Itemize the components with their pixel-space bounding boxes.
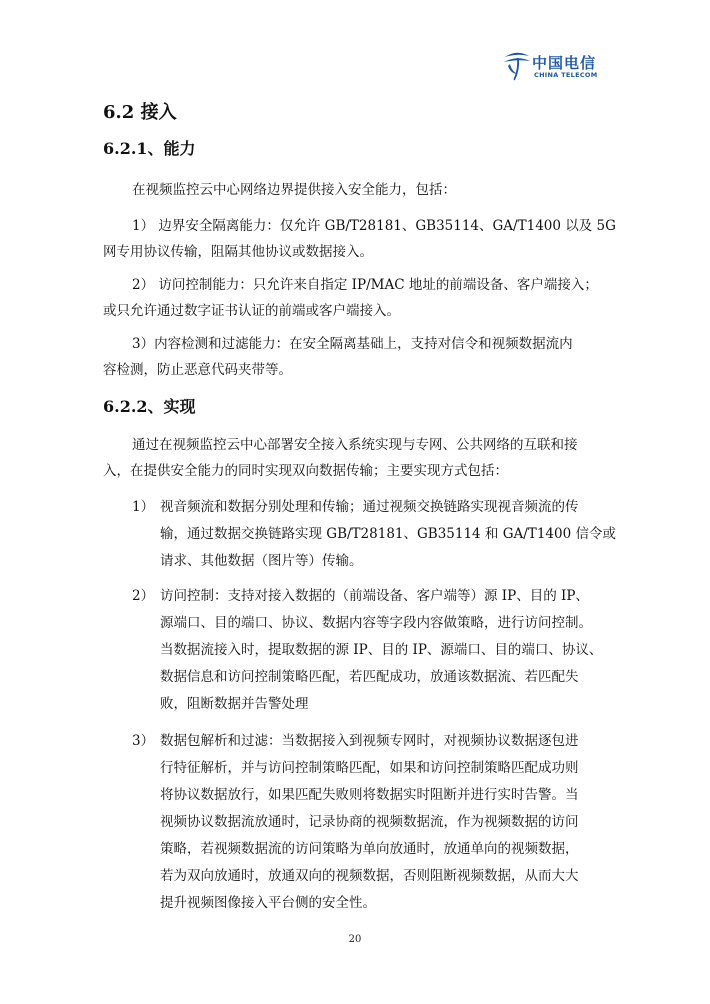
item-line: 若为双向放通时，放通双向的视频数据，否则阻断视频数据，从而大大 [160, 868, 579, 884]
ability-intro: 在视频监控云中心网络边界提供接入安全能力，包括： [132, 182, 456, 198]
item-line: 视频协议数据流放通时，记录协商的视频数据流，作为视频数据的访问 [160, 814, 579, 830]
subsection-heading-implementation: 6.2.2、实现 [103, 397, 196, 416]
implementation-intro-line: 通过在视频监控云中心部署安全接入系统实现与专网、公共网络的互联和接 [132, 437, 578, 453]
section-heading: 6.2 接入 [103, 102, 177, 123]
item-number: 3） [132, 733, 155, 749]
ability-item-line: 容检测，防止恶意代码夹带等。 [103, 362, 292, 378]
page-number: 20 [348, 934, 362, 945]
subsection-heading-ability: 6.2.1、能力 [103, 139, 196, 158]
item-line: 数据包解析和过滤：当数据接入到视频专网时，对视频协议数据逐包进 [160, 733, 579, 749]
china-telecom-emblem-icon [502, 50, 532, 82]
item-line: 数据信息和访问控制策略匹配，若匹配成功，放通该数据流、若匹配失 [160, 669, 579, 685]
item-line: 策略，若视频数据流的访问策略为单向放通时，放通单向的视频数据， [160, 841, 579, 857]
item-number: 2） [132, 588, 155, 604]
implementation-intro-line: 入，在提供安全能力的同时实现双向数据传输；主要实现方式包括： [103, 463, 508, 479]
item-line: 输，通过数据交换链路实现 GB/T28181、GB35114 和 GA/T1400 信令或 [160, 526, 616, 542]
item-line: 将协议数据放行，如果匹配失败则将数据实时阻断并进行实时告警。当 [160, 787, 579, 803]
ability-item-line: 或只允许通过数字证书认证的前端或客户端接入。 [103, 303, 400, 319]
ability-item-line: 3）内容检测和过滤能力：在安全隔离基础上，支持对信令和视频数据流内 [132, 336, 573, 352]
item-number: 1） [132, 499, 155, 515]
ability-item-line: 网专用协议传输，阻隔其他协议或数据接入。 [103, 244, 373, 260]
item-line: 败，阻断数据并告警处理 [160, 696, 309, 712]
item-line: 当数据流接入时，提取数据的源 IP、目的 IP、源端口、目的端口、协议、 [160, 642, 603, 658]
logo-chinese-text: 中国电信 [532, 54, 597, 72]
ability-item-line: 2） 访问控制能力：只允许来自指定 IP/MAC 地址的前端设备、客户端接入； [132, 277, 598, 293]
item-line: 访问控制：支持对接入数据的（前端设备、客户端等）源 IP、目的 IP、 [160, 588, 589, 604]
item-line: 视音频流和数据分别处理和传输；通过视频交换链路实现视音频流的传 [160, 499, 579, 515]
item-line: 请求、其他数据（图片等）传输。 [160, 553, 363, 569]
ability-item-line: 1） 边界安全隔离能力：仅允许 GB/T28181、GB35114、GA/T1400 以及 5G [132, 218, 616, 234]
item-line: 行特征解析，并与访问控制策略匹配，如果和访问控制策略匹配成功则 [160, 760, 579, 776]
item-line: 提升视频图像接入平台侧的安全性。 [160, 895, 376, 911]
china-telecom-logo [502, 50, 612, 86]
item-line: 源端口、目的端口、协议、数据内容等字段内容做策略，进行访问控制。 [160, 615, 592, 631]
logo-english-text: CHINA TELECOM [534, 71, 598, 79]
